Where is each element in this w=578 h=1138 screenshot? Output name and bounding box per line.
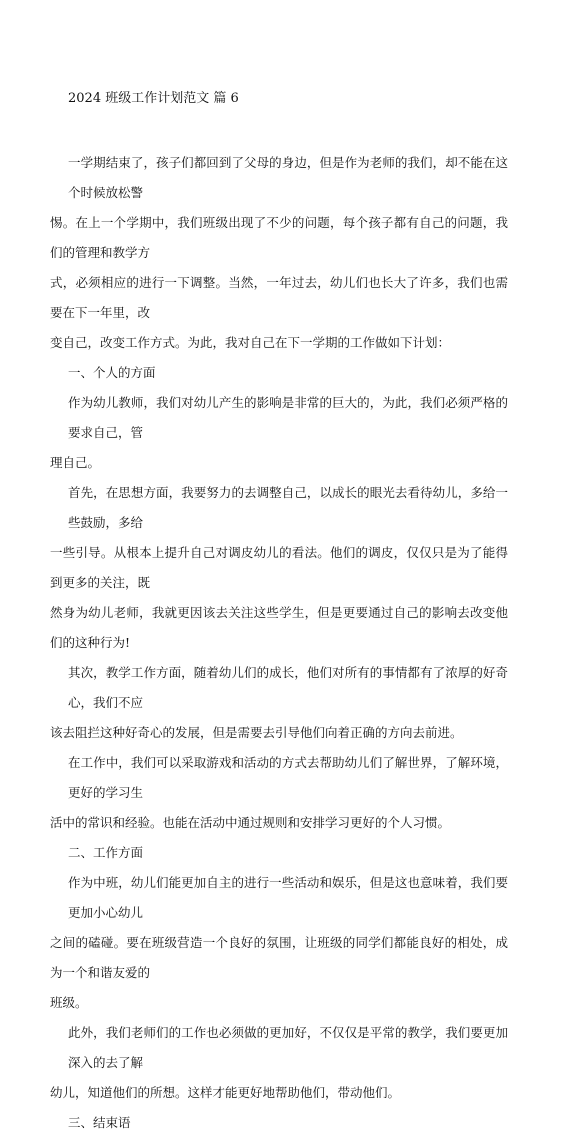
- section-heading: [68, 358, 508, 388]
- paragraph-line: 其次，教学工作方面，随着幼儿们的成长，他们对所有的事情都有了浓厚的好奇心，我们不应: [68, 665, 508, 710]
- heading-text: 三、结束语: [68, 1115, 131, 1130]
- paragraph-line: 首先，在思想方面，我要努力的去调整自己，以成长的眼光去看待幼儿，多给一些鼓励，多给: [68, 485, 508, 530]
- paragraph-line: 然身为幼儿老师，我就更因该去关注这些学生，但是更要通过自己的影响去改变他们的这种行为!: [50, 605, 508, 650]
- paragraph-line: 变自己，改变工作方式。为此，我对自己在下一学期的工作做如下计划：: [50, 335, 451, 350]
- section-heading: [68, 838, 508, 868]
- paragraph-line: 一些引导。从根本上提升自己对调皮幼儿的看法。他们的调皮，仅仅只是为了能得到更多的关注，既: [50, 545, 508, 590]
- heading-text: 二、工作方面: [68, 845, 144, 860]
- paragraph-line: 班级。: [50, 995, 88, 1010]
- paragraph-line: 幼儿，知道他们的所想。这样才能更好地帮助他们，带动他们。: [50, 1085, 401, 1100]
- document-title: 2024 班级工作计划范文 篇 6: [68, 91, 239, 106]
- paragraph-line: 此外，我们老师们的工作也必须做的更加好，不仅仅是平常的教学，我们要更加深入的去了解: [68, 1025, 508, 1070]
- paragraph-line: 一学期结束了，孩子们都回到了父母的身边，但是作为老师的我们，却不能在这个时候放松警: [68, 155, 508, 200]
- paragraph-line: 在工作中，我们可以采取游戏和活动的方式去帮助幼儿们了解世界，了解环境，更好的学习生: [68, 755, 508, 800]
- paragraph: [50, 1018, 508, 1108]
- paragraph: [50, 658, 508, 748]
- paragraph-line: 式，必须相应的进行一下调整。当然，一年过去，幼儿们也长大了许多，我们也需要在下一年里，改: [50, 275, 508, 320]
- paragraph-line: 之间的磕碰。要在班级营造一个良好的氛围，让班级的同学们都能良好的相处，成为一个和谐友爱的: [50, 935, 508, 980]
- paragraph-line: 作为中班，幼儿们能更加自主的进行一些活动和娱乐，但是这也意味着，我们要更加小心幼儿: [68, 875, 508, 920]
- paragraph: [50, 478, 508, 658]
- paragraph-line: 活中的常识和经验。也能在活动中通过规则和安排学习更好的个人习惯。: [50, 815, 451, 830]
- paragraph: [50, 148, 508, 358]
- paragraph-line: 作为幼儿教师，我们对幼儿产生的影响是非常的巨大的，为此，我们必须严格的要求自己，管: [68, 395, 508, 440]
- section-heading: [68, 1108, 508, 1138]
- heading-text: 一、个人的方面: [68, 365, 156, 380]
- paragraph-line: 理自己。: [50, 455, 101, 470]
- paragraph-line: 该去阻拦这种好奇心的发展，但是需要去引导他们向着正确的方向去前进。: [50, 725, 463, 740]
- paragraph-line: 惕。在上一个学期中，我们班级出现了不少的问题，每个孩子都有自己的问题，我们的管理和教学方: [50, 215, 508, 260]
- document-body: [50, 148, 508, 1138]
- paragraph: [50, 388, 508, 478]
- paragraph: [50, 868, 508, 1018]
- paragraph: [50, 748, 508, 838]
